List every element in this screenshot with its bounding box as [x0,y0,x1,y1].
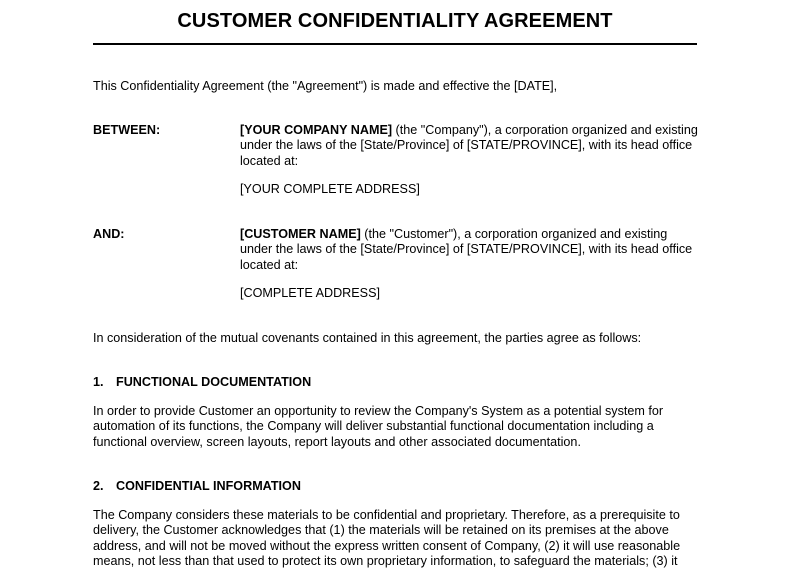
section-2-body: The Company considers these materials to be confidential and proprietary. Therefore, as a prerequisite to delivery, the Customer acknowledges that (1) the materials will be retained on its premises at the above address, and will not be moved without the express written consent of Company, (2) it will use reasonable means, not less than that used to protect its own proprietary information, to safeguard the materials; (3) it [93,508,681,568]
consideration-paragraph: In consideration of the mutual covenants contained in this agreement, the parties agree as follows: [93,331,642,345]
section-2-heading [93,479,301,493]
title-rule [93,43,697,45]
and-label: AND: [93,227,125,241]
and-party-description [240,227,700,273]
intro-paragraph: This Confidentiality Agreement (the "Agreement") is made and effective the [DATE], [93,79,558,93]
document-title: CUSTOMER CONFIDENTIALITY AGREEMENT [177,10,613,32]
and-party-text: (the "Customer"), a corporation organized and existing under the laws of the [State/Province] of [STATE/PROVINCE], with its head office located at: [240,227,693,272]
between-party-block [240,123,700,197]
customer-address-placeholder: [COMPLETE ADDRESS] [240,285,380,300]
company-name-placeholder: [YOUR COMPANY NAME] [240,123,393,137]
section-1-body: In order to provide Customer an opportunity to review the Company's System as a potential system for automation of its functions, the Company will deliver substantial functional documentation including a functional overview, screen layouts, report layouts and other associated documentation. [93,404,664,449]
section-1-heading [93,375,311,389]
between-party-text: (the "Company"), a corporation organized and existing under the laws of the [State/Province] of [STATE/PROVINCE], with its head office located at: [240,123,698,168]
between-label: BETWEEN: [93,123,161,137]
and-party-block [240,227,700,301]
section-2-number: 2. [93,479,104,493]
between-party-description [240,123,700,169]
section-1-title: FUNCTIONAL DOCUMENTATION [116,375,312,389]
customer-name-placeholder: [CUSTOMER NAME] [240,227,361,241]
company-address-placeholder: [YOUR COMPLETE ADDRESS] [240,181,420,196]
section-2-title: CONFIDENTIAL INFORMATION [116,479,301,493]
section-1-number: 1. [93,375,104,389]
